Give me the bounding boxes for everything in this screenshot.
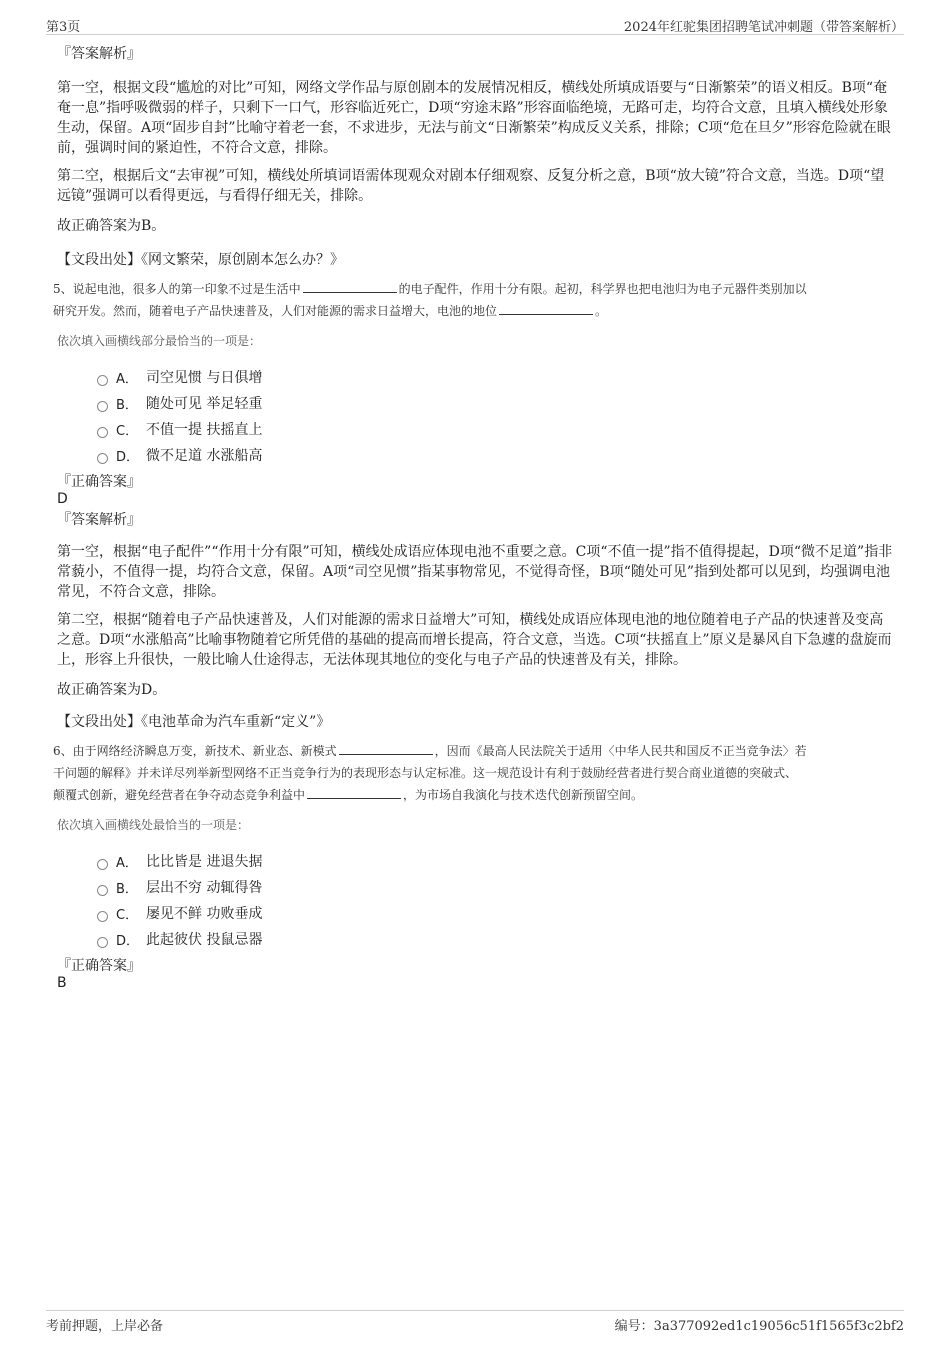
q5-option-b[interactable]: B． 随处可见 举足轻重	[97, 390, 893, 416]
q5-correct-answer: D	[57, 491, 68, 507]
q6-text-b: ，因而《最高人民法院关于适用〈中华人民共和国反不正当竞争法〉若	[434, 744, 807, 758]
q6-option-d[interactable]: D． 此起彼伏 投鼠忌器	[97, 926, 893, 952]
q5-blank-2	[499, 302, 593, 315]
q5-option-d[interactable]: D． 微不足道 水涨船高	[97, 442, 893, 468]
q6-text-a: 6、由于网络经济瞬息万变，新技术、新业态、新模式	[53, 744, 337, 758]
q5-blank-1	[303, 280, 397, 293]
page-footer	[46, 1310, 904, 1335]
radio-icon[interactable]	[97, 375, 108, 386]
q4-analysis-para1: 第一空，根据文段“尴尬的对比”可知，网络文学作品与原创剧本的发展情况相反，横线处所填成语要与“日渐繁荣”的语义相反。B项“奄奄一息”指呼吸微弱的样子，只剩下一口气，形容临近死亡，D项“穷途末路”形容面临绝境，无路可走，均符合文意，且填入横线处形象生动，保留。A项“固步自封”比喻守着老一套，不求进步，无法与前文“日渐繁荣”构成反义关系，排除；C项“危在旦夕”形容危险就在眼前，强调时间的紧迫性，不符合文意，排除。	[57, 80, 891, 156]
q5-conclusion: 故正确答案为D。	[57, 682, 167, 698]
q5-analysis-label: 『答案解析』	[57, 512, 141, 528]
radio-icon[interactable]	[97, 885, 108, 896]
q6-correct-label: 『正确答案』	[57, 958, 141, 974]
q6-blank-1	[339, 742, 433, 755]
q5-text-d: 。	[595, 304, 608, 318]
q5-text-c: 研究开发。然而，随着电子产品快速普及，人们对能源的需求日益增大，电池的地位	[53, 304, 498, 318]
q5-option-c[interactable]: C． 不值一提 扶摇直上	[97, 416, 893, 442]
q4-conclusion: 故正确答案为B。	[57, 218, 166, 234]
q6-question	[53, 740, 893, 806]
q5-prompt: 依次填入画横线部分最恰当的一项是：	[57, 334, 262, 348]
page-header	[46, 14, 904, 35]
radio-icon[interactable]	[97, 427, 108, 438]
q6-option-a[interactable]: A． 比比皆是 进退失据	[97, 848, 893, 874]
q5-analysis-para1: 第一空，根据“电子配件”“作用十分有限”可知，横线处成语应体现电池不重要之意。C项“不值一提”指不值得提起，D项“微不足道”指非常藐小，不值得一提，均符合文意，保留。A项“司空见惯”指某事物常见，不觉得奇怪，B项“随处可见”指到处都可以见到，均强调电池常见，不符合文意，排除。	[57, 544, 893, 600]
q6-option-c[interactable]: C． 屡见不鲜 功败垂成	[97, 900, 893, 926]
q5-text-a: 5、说起电池，很多人的第一印象不过是生活中	[53, 282, 301, 296]
q6-text-c: 干问题的解释》并未详尽列举新型网络不正当竞争行为的表现形态与认定标准。这一规范设计有利于鼓励经营者进行契合商业道德的突破式、	[53, 766, 798, 780]
q5-correct-label: 『正确答案』	[57, 474, 141, 490]
q4-analysis-label: 『答案解析』	[57, 46, 141, 62]
q6-correct-answer: B	[57, 975, 67, 991]
document-code: 编号：3a377092ed1c19056c51f1565f3c2bf2	[614, 1319, 904, 1334]
q6-blank-2	[307, 786, 401, 799]
q5-question	[53, 278, 893, 322]
radio-icon[interactable]	[97, 859, 108, 870]
q6-text-d: 颠覆式创新，避免经营者在争夺动态竞争利益中	[53, 788, 306, 802]
q6-text-e: ，为市场自我演化与技术迭代创新预留空间。	[403, 788, 644, 802]
main-content	[53, 44, 893, 992]
radio-icon[interactable]	[97, 401, 108, 412]
q5-text-b: 的电子配件，作用十分有限。起初，科学界也把电池归为电子元器件类别加以	[398, 282, 807, 296]
q6-options	[97, 848, 893, 952]
page-number: 第3页	[46, 20, 81, 35]
q5-option-a[interactable]: A． 司空见惯 与日俱增	[97, 364, 893, 390]
q5-source: 【文段出处】《电池革命为汽车重新“定义”》	[57, 714, 331, 730]
q4-analysis-para2: 第二空，根据后文“去审视”可知，横线处所填词语需体现观众对剧本仔细观察、反复分析之意，B项“放大镜”符合文意，当选。D项“望远镜”强调可以看得更远，与看得仔细无关，排除。	[57, 168, 885, 204]
q5-options	[97, 364, 893, 468]
q6-prompt: 依次填入画横线处最恰当的一项是：	[57, 818, 250, 832]
q6-option-b[interactable]: B． 层出不穷 动辄得咎	[97, 874, 893, 900]
radio-icon[interactable]	[97, 937, 108, 948]
q4-source: 【文段出处】《网文繁荣，原创剧本怎么办？》	[57, 252, 344, 268]
q5-analysis-para2: 第二空，根据“随着电子产品快速普及，人们对能源的需求日益增大”可知，横线处成语应体现电池的地位随着电子产品的快速普及变高之意。D项“水涨船高”比喻事物随着它所凭借的基础的提高而增长提高，符合文意，当选。C项“扶摇直上”原义是暴风自下急遽的盘旋而上，形容上升很快，一般比喻人仕途得志，无法体现其地位的变化与电子产品的快速普及有关，排除。	[57, 612, 892, 668]
radio-icon[interactable]	[97, 453, 108, 464]
document-title: 2024年红驼集团招聘笔试冲刺题（带答案解析）	[623, 20, 904, 35]
radio-icon[interactable]	[97, 911, 108, 922]
footer-slogan: 考前押题，上岸必备	[46, 1319, 164, 1334]
